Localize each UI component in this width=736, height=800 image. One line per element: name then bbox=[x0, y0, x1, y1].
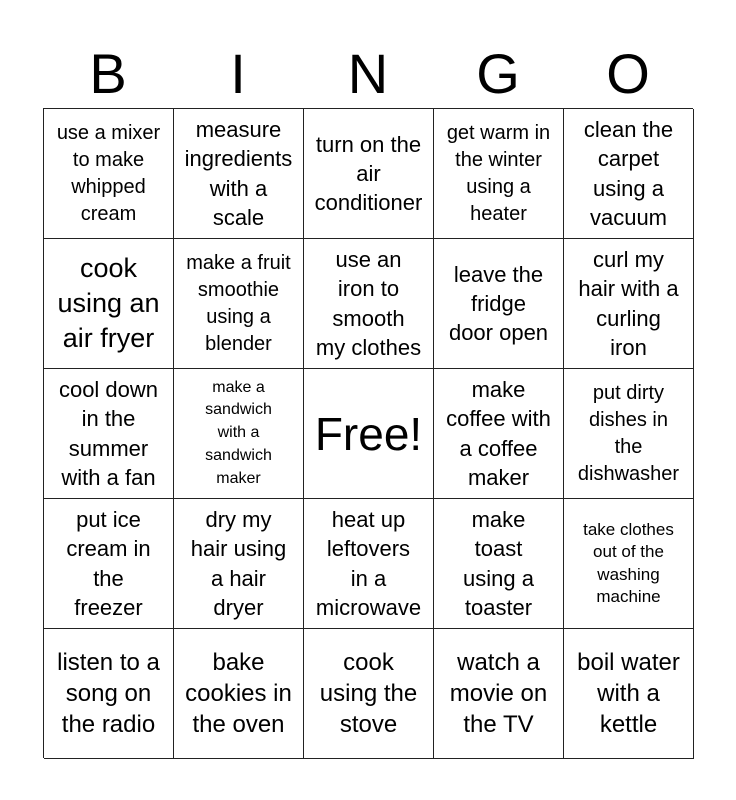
bingo-cell[interactable] bbox=[564, 629, 694, 759]
bingo-cell[interactable] bbox=[44, 499, 174, 629]
bingo-header bbox=[43, 40, 693, 108]
bingo-cell[interactable] bbox=[304, 499, 434, 629]
bingo-cell[interactable] bbox=[564, 369, 694, 499]
bingo-cell[interactable] bbox=[44, 629, 174, 759]
header-letter-o: O bbox=[606, 42, 650, 105]
cell-text: take clothes out of the washing machine bbox=[583, 519, 674, 606]
cell-text: cook using an air fryer bbox=[57, 252, 160, 354]
cell-text: boil water with a kettle bbox=[577, 648, 680, 739]
bingo-cell[interactable] bbox=[174, 499, 304, 629]
cell-text: cook using the stove bbox=[319, 648, 418, 739]
bingo-cell[interactable] bbox=[434, 239, 564, 369]
bingo-cell[interactable] bbox=[44, 109, 174, 239]
cell-text: heat up leftovers in a microwave bbox=[315, 507, 422, 620]
bingo-cell[interactable] bbox=[174, 369, 304, 499]
cell-text: clean the carpet using a vacuum bbox=[583, 117, 674, 230]
bingo-cell[interactable] bbox=[564, 109, 694, 239]
free-space-cell[interactable] bbox=[304, 369, 434, 499]
bingo-cell[interactable] bbox=[304, 109, 434, 239]
free-space-label: Free! bbox=[314, 407, 423, 460]
cell-text: cool down in the summer with a fan bbox=[58, 377, 159, 490]
cell-text: curl my hair with a curling iron bbox=[578, 247, 679, 360]
bingo-cell[interactable] bbox=[564, 499, 694, 629]
bingo-cell[interactable] bbox=[434, 629, 564, 759]
header-letter-b: B bbox=[89, 42, 127, 105]
cell-text: watch a movie on the TV bbox=[449, 648, 548, 739]
bingo-cell[interactable] bbox=[304, 629, 434, 759]
cell-text: listen to a song on the radio bbox=[57, 648, 160, 739]
cell-text: use a mixer to make whipped cream bbox=[56, 121, 161, 225]
cell-text: make a fruit smoothie using a blender bbox=[186, 251, 291, 355]
bingo-board bbox=[43, 108, 693, 758]
cell-text: get warm in the winter using a heater bbox=[446, 121, 551, 225]
cell-text: make coffee with a coffee maker bbox=[446, 377, 551, 490]
header-letter-n: N bbox=[347, 42, 389, 105]
cell-text: bake cookies in the oven bbox=[185, 648, 292, 739]
cell-text: leave the fridge door open bbox=[448, 261, 549, 346]
bingo-cell[interactable] bbox=[434, 109, 564, 239]
header-letter-i: I bbox=[230, 42, 246, 105]
cell-text: measure ingredients with a scale bbox=[184, 117, 293, 230]
bingo-cell[interactable] bbox=[44, 239, 174, 369]
cell-text: turn on the air conditioner bbox=[314, 131, 423, 216]
cell-text: put dirty dishes in the dishwasher bbox=[577, 381, 680, 485]
cell-text: use an iron to smooth my clothes bbox=[315, 247, 422, 360]
bingo-cell[interactable] bbox=[44, 369, 174, 499]
cell-text: make a sandwich with a sandwich maker bbox=[205, 378, 272, 487]
bingo-cell[interactable] bbox=[564, 239, 694, 369]
bingo-cell[interactable] bbox=[304, 239, 434, 369]
bingo-cell[interactable] bbox=[174, 239, 304, 369]
cell-text: make toast using a toaster bbox=[463, 507, 534, 620]
bingo-cell[interactable] bbox=[434, 369, 564, 499]
cell-text: put ice cream in the freezer bbox=[66, 507, 151, 620]
cell-text: dry my hair using a hair dryer bbox=[190, 507, 287, 620]
bingo-cell[interactable] bbox=[434, 499, 564, 629]
bingo-cell[interactable] bbox=[174, 109, 304, 239]
bingo-cell[interactable] bbox=[174, 629, 304, 759]
header-letter-g: G bbox=[476, 42, 520, 105]
